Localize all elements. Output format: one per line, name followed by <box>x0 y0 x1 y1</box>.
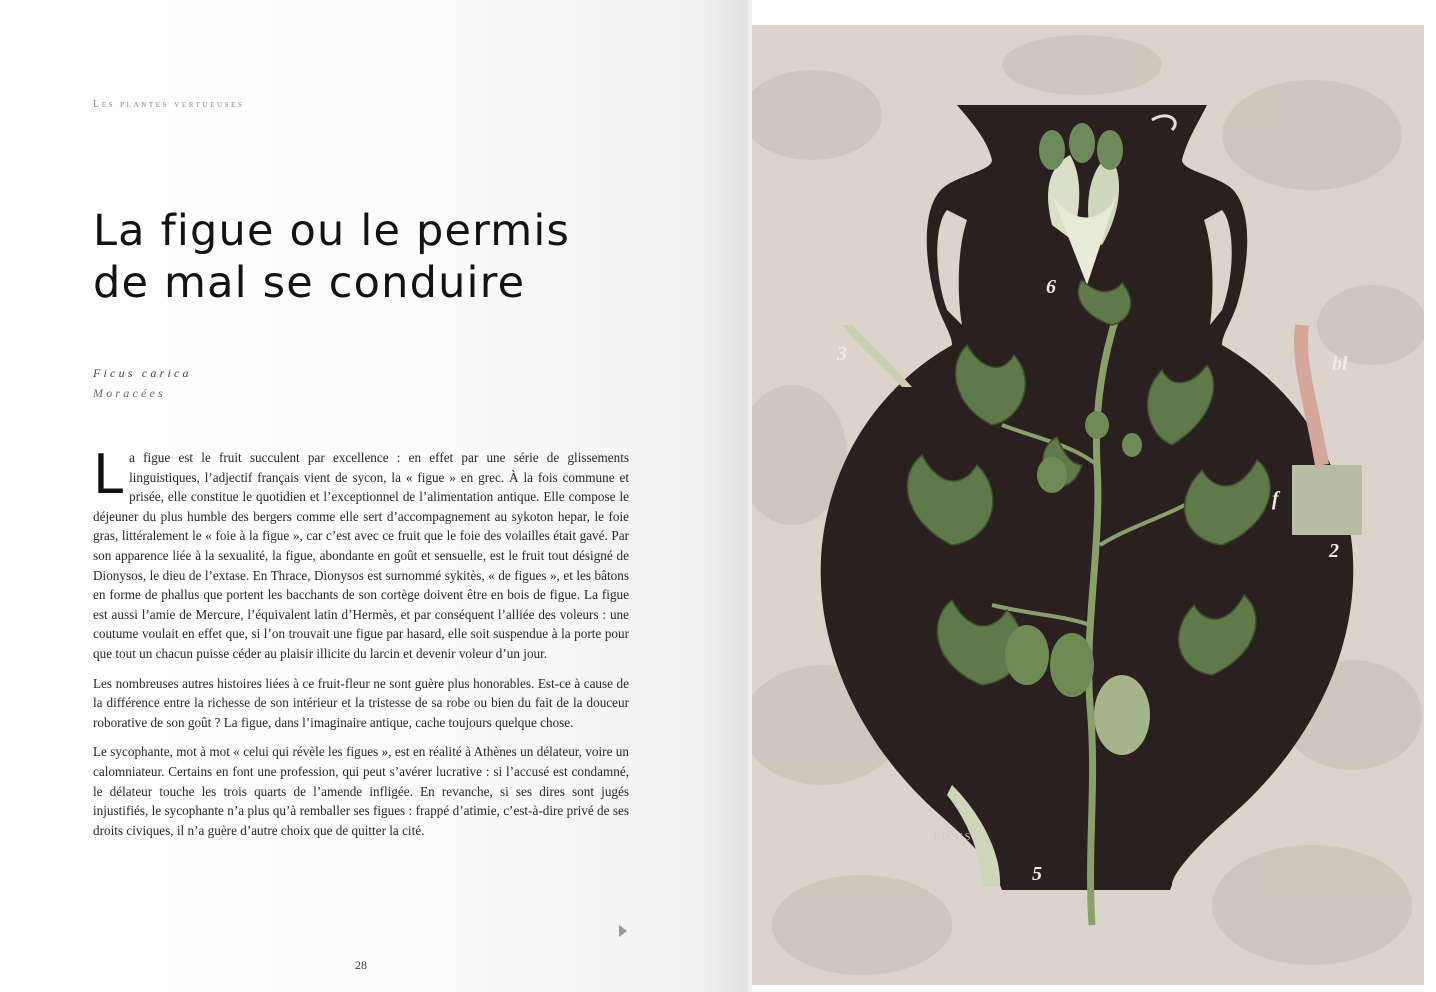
next-page-arrow-icon[interactable] <box>619 925 627 937</box>
page-title: La figue ou le permis de mal se conduire <box>93 206 571 308</box>
inset-detail-left <box>842 325 912 387</box>
plate-label-bl: bl <box>1332 353 1348 375</box>
plate-caption-ficus: FICUS. <box>934 832 977 843</box>
paragraph-2: Les nombreuses autres histoires liées à ce fruit-fleur ne sont guère plus honorables. Est-ce à cause de la différence entre la richesse de son intérieur et la tristesse de sa robe ou bien du fait de la douceur roborative de son goût ? La figue, dans l’imaginaire antique, cache toujours quelque chose. <box>93 675 629 730</box>
paragraph-1 <box>93 443 629 664</box>
page-number: 28 <box>355 958 367 972</box>
plate-number-2: 2 <box>1329 540 1339 562</box>
botanical-plate-image <box>752 25 1424 985</box>
paragraph-1-text: a figue est le fruit succulent par excellence : en effet par une série de glissements linguistiques, l’adjectif français vient de sycon, la « figue » en grec. À la fois commune et prisée, elle constitue le quotidien et l’exceptionnel de l’alimentation antique. Elle compose le déjeuner du plus humble des bergers comme elle sert d’accompagnement au sykoton hepar, le foie gras, littéralement le « foie à la figue », car c’est avec ce fruit que le foie des volailles était gavé. Par son apparence liée à la sexualité, la figue, abondante en goût et sensuelle, est le fruit tout désigné de Dionysos, le dieu de l’extase. En Thrace, Dionysos est surnommé sykitès, « de figues », et les bâtons en forme de phallus que portent les bacchants de son cortège doivent être en bois de figue. La figue est aussi l’amie de Mercure, l’équivalent latin d’Hermès, et par conséquent l’alliée des voleurs : une coutume voulait en effet que, si l’on trouvait une figue par hasard, elle soit suspendue à la porte pour que tout un chacun puisse céder au plaisir illicite du larcin et devenir voleur d’un jour. <box>93 450 629 661</box>
body-text <box>93 443 629 850</box>
plant-family: Moracées <box>93 386 166 400</box>
plate-number-5: 5 <box>1032 863 1042 885</box>
inset-detail-right <box>1292 465 1362 535</box>
scientific-name: Ficus carica <box>93 366 192 380</box>
fig-vase-illustration <box>752 25 1424 985</box>
spine-shadow <box>700 0 752 992</box>
drop-cap: L <box>93 443 124 506</box>
plate-number-6: 6 <box>1046 276 1056 298</box>
running-head: Les plantes vertueuses <box>93 99 245 110</box>
plate-label-f: f <box>1272 488 1279 510</box>
paragraph-3: Le sycophante, mot à mot « celui qui révèle les figues », est en réalité à Athènes un délateur, voire un calomniateur. Certains en font une profession, qui peut s’avérer lucrative : si l’accusé est condamné, le délateur touche les trois quarts de l’amende infligée. En revanche, si ses dires sont jugés injustifiés, le sycophante n’a plus qu’à remballer ses figues : frappé d’atimie, c’est-à-dire privé de ses droits civiques, il n’a guère d’autre choix que de quitter la cité. <box>93 744 629 838</box>
plate-number-3: 3 <box>837 343 847 365</box>
taxonomy-block <box>93 363 192 403</box>
